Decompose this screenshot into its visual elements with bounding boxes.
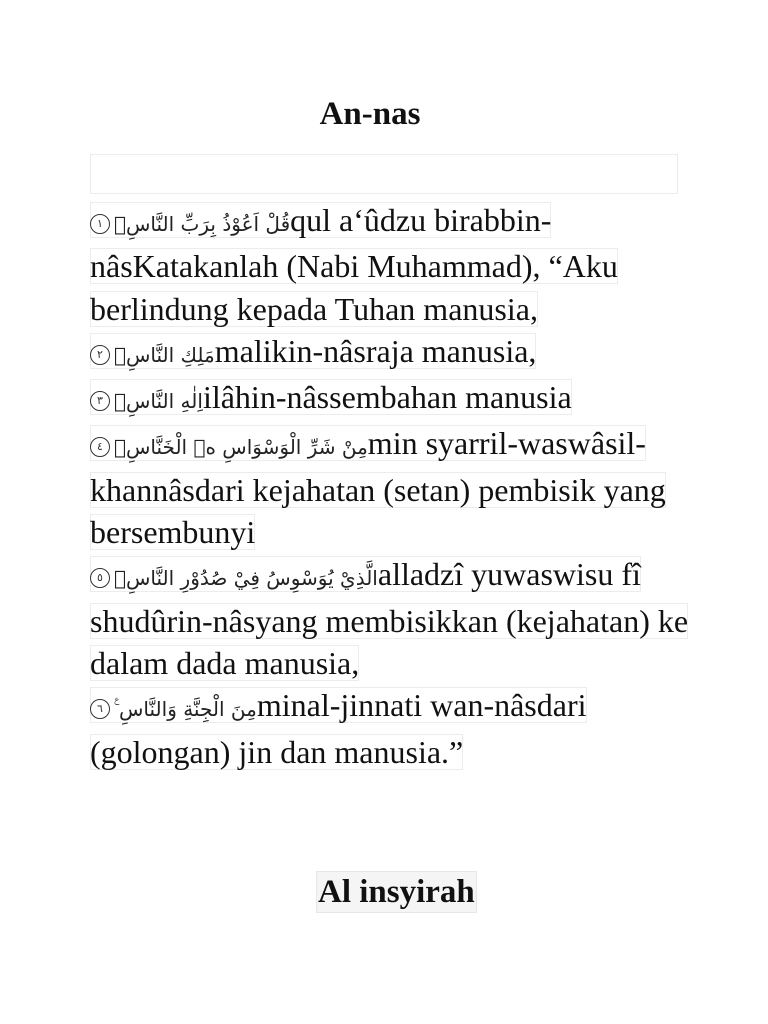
verse-arabic: مَلِكِ النَّاسِۙ xyxy=(114,342,215,367)
verse-translation: Katakanlah (Nabi Muhammad), “Aku berlindung kepada Tuhan manusia, xyxy=(90,248,618,327)
ayah-number-icon: ٢ xyxy=(90,332,114,374)
verse-arabic: مِنَ الْجِنَّةِ وَالنَّاسِ ࣖ xyxy=(114,697,257,722)
verse-latin: qul a‘ûdzu birabbin-nâs xyxy=(90,202,552,285)
verse-translation: dari (golongan) jin dan manusia.” xyxy=(90,687,587,770)
verse-latin: malikin-nâs xyxy=(214,332,366,369)
verse-arabic: الَّذِيْ يُوَسْوِسُ فِيْ صُدُوْرِ النَّاسِۙ xyxy=(114,566,378,591)
ayah-number-icon: ٤ xyxy=(90,424,114,466)
verse-translation: dari kejahatan (setan) pembisik yang bersembunyi xyxy=(90,471,666,551)
verse-1 xyxy=(90,202,618,327)
verse-arabic: اِلٰهِ النَّاسِۙ xyxy=(114,389,203,414)
verse-translation: sembahan manusia xyxy=(329,379,572,416)
verse-latin: ilâhin-nâs xyxy=(202,379,330,416)
surah-verses-an-nas xyxy=(90,199,690,773)
verse-latin: min syarril-waswâsil-khannâs xyxy=(90,425,646,508)
ayah-number-icon: ١ xyxy=(90,201,114,243)
verse-arabic: مِنْ شَرِّ الْوَسْوَاسِ ەۙ الْخَنَّاسِۖ xyxy=(114,435,368,460)
ayah-number-icon: ٥ xyxy=(90,555,114,597)
verse-6 xyxy=(90,687,587,769)
ayah-number-icon: ٣ xyxy=(90,378,114,420)
verse-latin: alladzî yuwaswisu fî shudûrin-nâs xyxy=(90,556,641,639)
verse-translation: raja manusia, xyxy=(365,332,537,369)
empty-table-cell xyxy=(90,154,678,194)
verse-translation: yang membisikkan (kejahatan) ke dalam dada manusia, xyxy=(90,602,689,681)
surah-title-al-insyirah: Al insyirah xyxy=(316,871,477,913)
surah-title-an-nas: An-nas xyxy=(319,96,421,132)
verse-2 xyxy=(90,333,536,369)
verse-5 xyxy=(90,556,688,681)
verse-3 xyxy=(90,379,572,415)
ayah-number-icon: ٦ xyxy=(90,686,114,728)
verse-latin: minal-jinnati wan-nâs xyxy=(256,687,537,724)
verse-4 xyxy=(90,425,666,550)
verse-arabic: قُلْ اَعُوْذُ بِرَبِّ النَّاسِۙ xyxy=(114,212,291,236)
